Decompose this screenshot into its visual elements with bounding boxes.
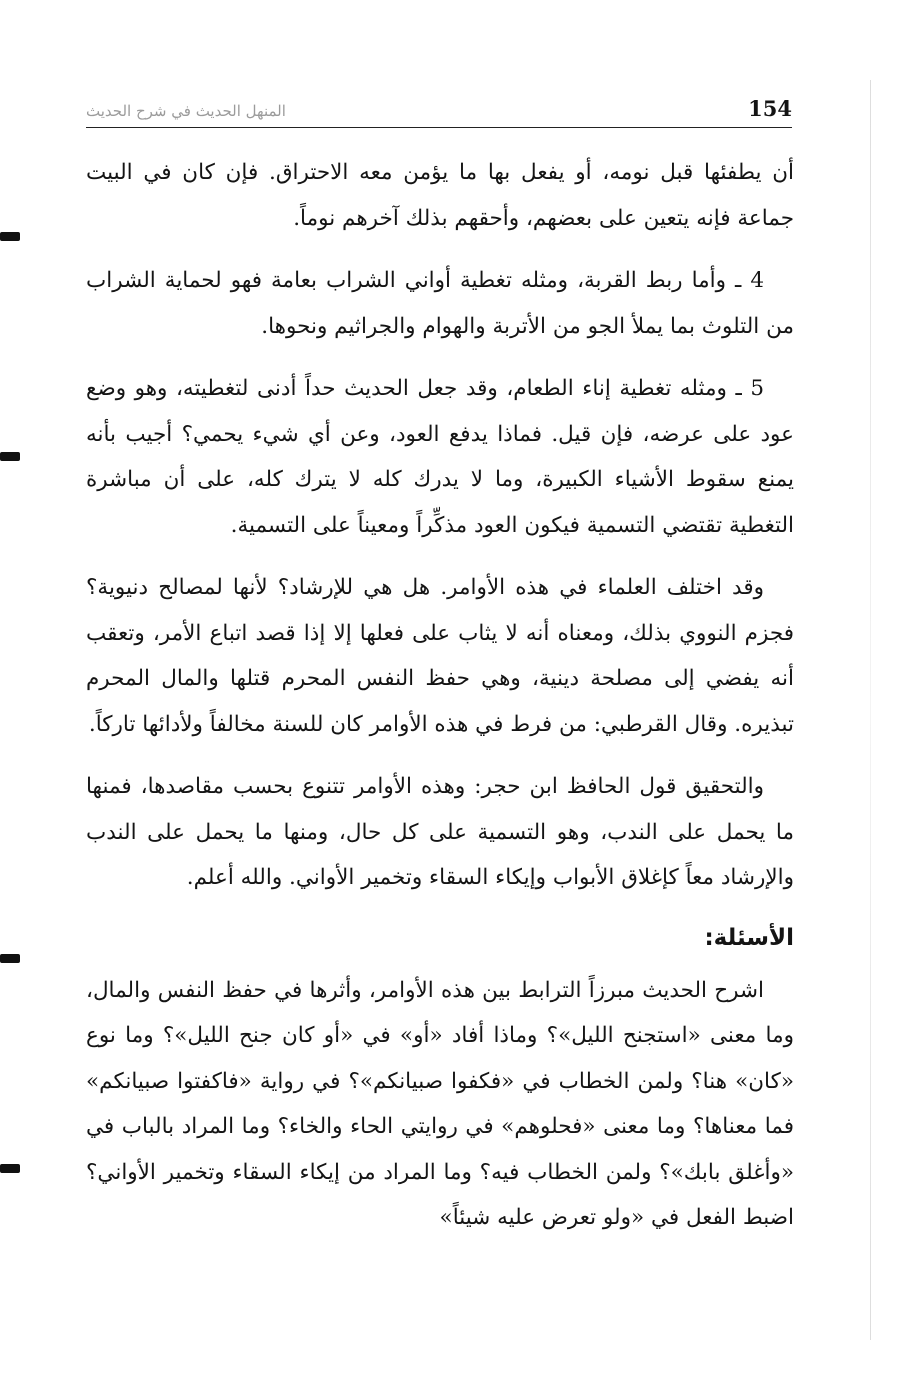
- page-number: 154: [748, 96, 792, 121]
- questions-text: اشرح الحديث مبرزاً الترابط بين هذه الأوامر، وأثرها في حفظ النفس والمال، وما معنى «استجنح الليل»؟ وماذا أفاد «أو» في «أو كان جنح الليل»؟ وما نوع «كان» هنا؟ ولمن الخطاب في «فكفوا صبيانكم»؟ في رواية «فاكفتوا صبيانكم» فما معناها؟ وما معنى «فحلوهم» في روايتي الحاء والخاء؟ وما المراد بالباب في «وأغلق بابك»؟ ولمن الخطاب فيه؟ وما المراد من إيكاء السقاء وتخمير الأواني؟ اضبط الفعل في «ولو تعرض عليه شيئاً»: [86, 977, 794, 1230]
- paragraph: أن يطفئها قبل نومه، أو يفعل بها ما يؤمن معه الاحتراق. فإن كان في البيت جماعة فإنه يتعين على بعضهم، وأحقهم بذلك آخرهم نوماً.: [86, 160, 794, 231]
- page-header: [86, 92, 792, 128]
- header-rule: [86, 127, 792, 128]
- running-title: المنهل الحديث في شرح الحديث: [86, 102, 286, 120]
- questions-heading: الأسئلة:: [704, 924, 794, 951]
- margin-mark: [0, 452, 20, 461]
- scan-edge-line: [870, 80, 871, 1340]
- margin-mark: [0, 232, 20, 241]
- margin-mark: [0, 1164, 20, 1173]
- paragraph: 4 ـ وأما ربط القربة، ومثله تغطية أواني الشراب بعامة فهو لحماية الشراب من التلوث بما يملأ الجو من الأتربة والهوام والجراثيم ونحوها.: [86, 268, 794, 339]
- paragraph: والتحقيق قول الحافظ ابن حجر: وهذه الأوامر تتنوع بحسب مقاصدها، فمنها ما يحمل على الندب، وهو التسمية على كل حال، ومنها ما يحمل على الندب والإرشاد معاً كإغلاق الأبواب وإيكاء السقاء وتخمير الأواني. والله أعلم.: [86, 774, 794, 890]
- paragraph: وقد اختلف العلماء في هذه الأوامر. هل هي للإرشاد؟ لأنها لمصالح دنيوية؟ فجزم النووي بذلك، ومعناه أنه لا يثاب على فعلها إلا إذا قصد اتباع الأمر، وتعقب أنه يفضي إلى مصلحة دينية، وهي حفظ النفس المحرم قتلها والمال المحرم تبذيره. وقال القرطبي: من فرط في هذه الأوامر كان للسنة مخالفاً ولأدائها تاركاً.: [86, 575, 794, 737]
- page-body: [86, 150, 794, 1258]
- margin-mark: [0, 954, 20, 963]
- paragraph: 5 ـ ومثله تغطية إناء الطعام، وقد جعل الحديث حداً أدنى لتغطيته، وهو وضع عود على عرضه، فإن قيل. فماذا يدفع العود، وعن أي شيء يحمي؟ أجيب بأنه يمنع سقوط الأشياء الكبيرة، وما لا يدرك كله لا يترك كله، على أن مباشرة التغطية تقتضي التسمية فيكون العود مذكِّراً ومعيناً على التسمية.: [86, 376, 794, 538]
